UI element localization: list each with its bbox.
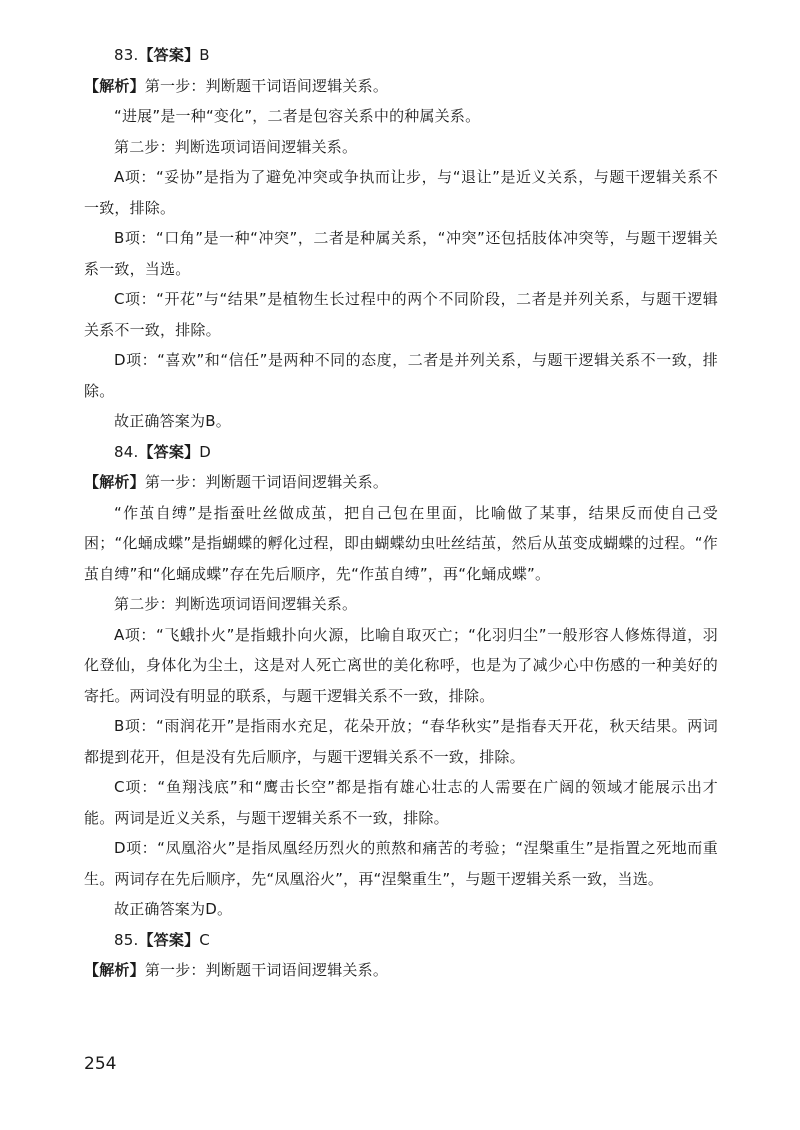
explanation-paragraph [84, 71, 718, 102]
explanation-paragraph [84, 345, 718, 406]
answer-letter: C [199, 930, 210, 949]
analysis-tag: 【解析】 [84, 473, 145, 491]
question-number: 85. [114, 930, 139, 949]
paragraph-text: 第一步：判断题干词语间逻辑关系。 [144, 473, 389, 491]
paragraph-text: “进展”是一种“变化”，二者是包容关系中的种属关系。 [114, 107, 481, 125]
paragraph-text: 第二步：判断选项词语间逻辑关系。 [114, 595, 358, 613]
explanation-paragraph [84, 955, 718, 986]
explanation-paragraph [84, 894, 718, 925]
explanation-paragraph [84, 284, 718, 345]
paragraph-text: 第二步：判断选项词语间逻辑关系。 [114, 137, 358, 156]
question-number: 83. [114, 46, 139, 64]
paragraph-text: B项：“口角”是一种“冲突”，二者是种属关系，“冲突”还包括肢体冲突等，与题干逻辑关系一致，当选。 [84, 229, 718, 278]
explanation-paragraph [84, 132, 718, 163]
explanation-paragraph [84, 772, 718, 833]
answer-tag: 【答案】 [138, 46, 200, 64]
paragraph-text: C项：“开花”与“结果”是植物生长过程中的两个不同阶段，二者是并列关系，与题干逻辑关系不一致，排除。 [84, 290, 718, 339]
paragraph-text: A项：“妥协”是指为了避免冲突或争执而让步，与“退让”是近义关系，与题干逻辑关系不一致，排除。 [84, 168, 718, 217]
paragraph-text: B项：“雨润花开”是指雨水充足，花朵开放；“春华秋实”是指春天开花，秋天结果。两词都提到花开，但是没有先后顺序，与题干逻辑关系不一致，排除。 [84, 717, 718, 766]
paragraph-text: D项：“凤凰浴火”是指凤凰经历烈火的煎熬和痛苦的考验；“涅槃重生”是指置之死地而重生。两词存在先后顺序，先“凤凰浴火”，再“涅槃重生”，与题干逻辑关系一致，当选。 [84, 839, 718, 888]
answer-line [84, 437, 718, 468]
answer-letter: D [199, 442, 212, 461]
explanation-paragraph [84, 498, 718, 590]
answer-line [84, 925, 718, 956]
question-number: 84. [114, 442, 139, 461]
explanation-paragraph [84, 223, 718, 284]
explanation-paragraph [84, 589, 718, 620]
paragraph-text: 故正确答案为B。 [114, 412, 231, 430]
paragraph-text: 故正确答案为D。 [114, 900, 233, 918]
analysis-tag: 【解析】 [84, 961, 145, 979]
explanation-paragraph [84, 101, 718, 132]
answer-line [84, 40, 718, 71]
page-number: 254 [84, 1054, 117, 1074]
paragraph-text: C项：“鱼翔浅底”和“鹰击长空”都是指有雄心壮志的人需要在广阔的领域才能展示出才能。两词是近义关系，与题干逻辑关系不一致，排除。 [84, 778, 718, 827]
explanation-paragraph [84, 711, 718, 772]
explanation-paragraph [84, 620, 718, 712]
explanation-paragraph [84, 162, 718, 223]
paragraph-text: D项：“喜欢”和“信任”是两种不同的态度，二者是并列关系，与题干逻辑关系不一致，排除。 [84, 351, 718, 400]
answer-tag: 【答案】 [138, 930, 200, 949]
paragraph-text: A项：“飞蛾扑火”是指蛾扑向火源，比喻自取灭亡；“化羽归尘”一般形容人修炼得道，羽化登仙，身体化为尘土，这是对人死亡离世的美化称呼，也是为了减少心中伤感的一种美好的寄托。两词没有明显的联系，与题干逻辑关系不一致，排除。 [84, 625, 718, 705]
answer-letter: B [199, 46, 210, 64]
paragraph-text: 第一步：判断题干词语间逻辑关系。 [144, 76, 389, 95]
explanation-paragraph [84, 406, 718, 437]
paragraph-text: “作茧自缚”是指蚕吐丝做成茧，把自己包在里面，比喻做了某事，结果反而使自己受困；“化蛹成蝶”是指蝴蝶的孵化过程，即由蝴蝶幼虫吐丝结茧，然后从茧变成蝴蝶的过程。“作茧自缚”和“化蛹成蝶”存在先后顺序，先“作茧自缚”，再“化蛹成蝶”。 [84, 503, 718, 583]
paragraph-text: 第一步：判断题干词语间逻辑关系。 [144, 961, 389, 979]
explanation-paragraph [84, 833, 718, 894]
answer-tag: 【答案】 [138, 442, 200, 461]
explanation-paragraph [84, 467, 718, 498]
analysis-tag: 【解析】 [84, 76, 145, 95]
document-page [84, 40, 718, 986]
